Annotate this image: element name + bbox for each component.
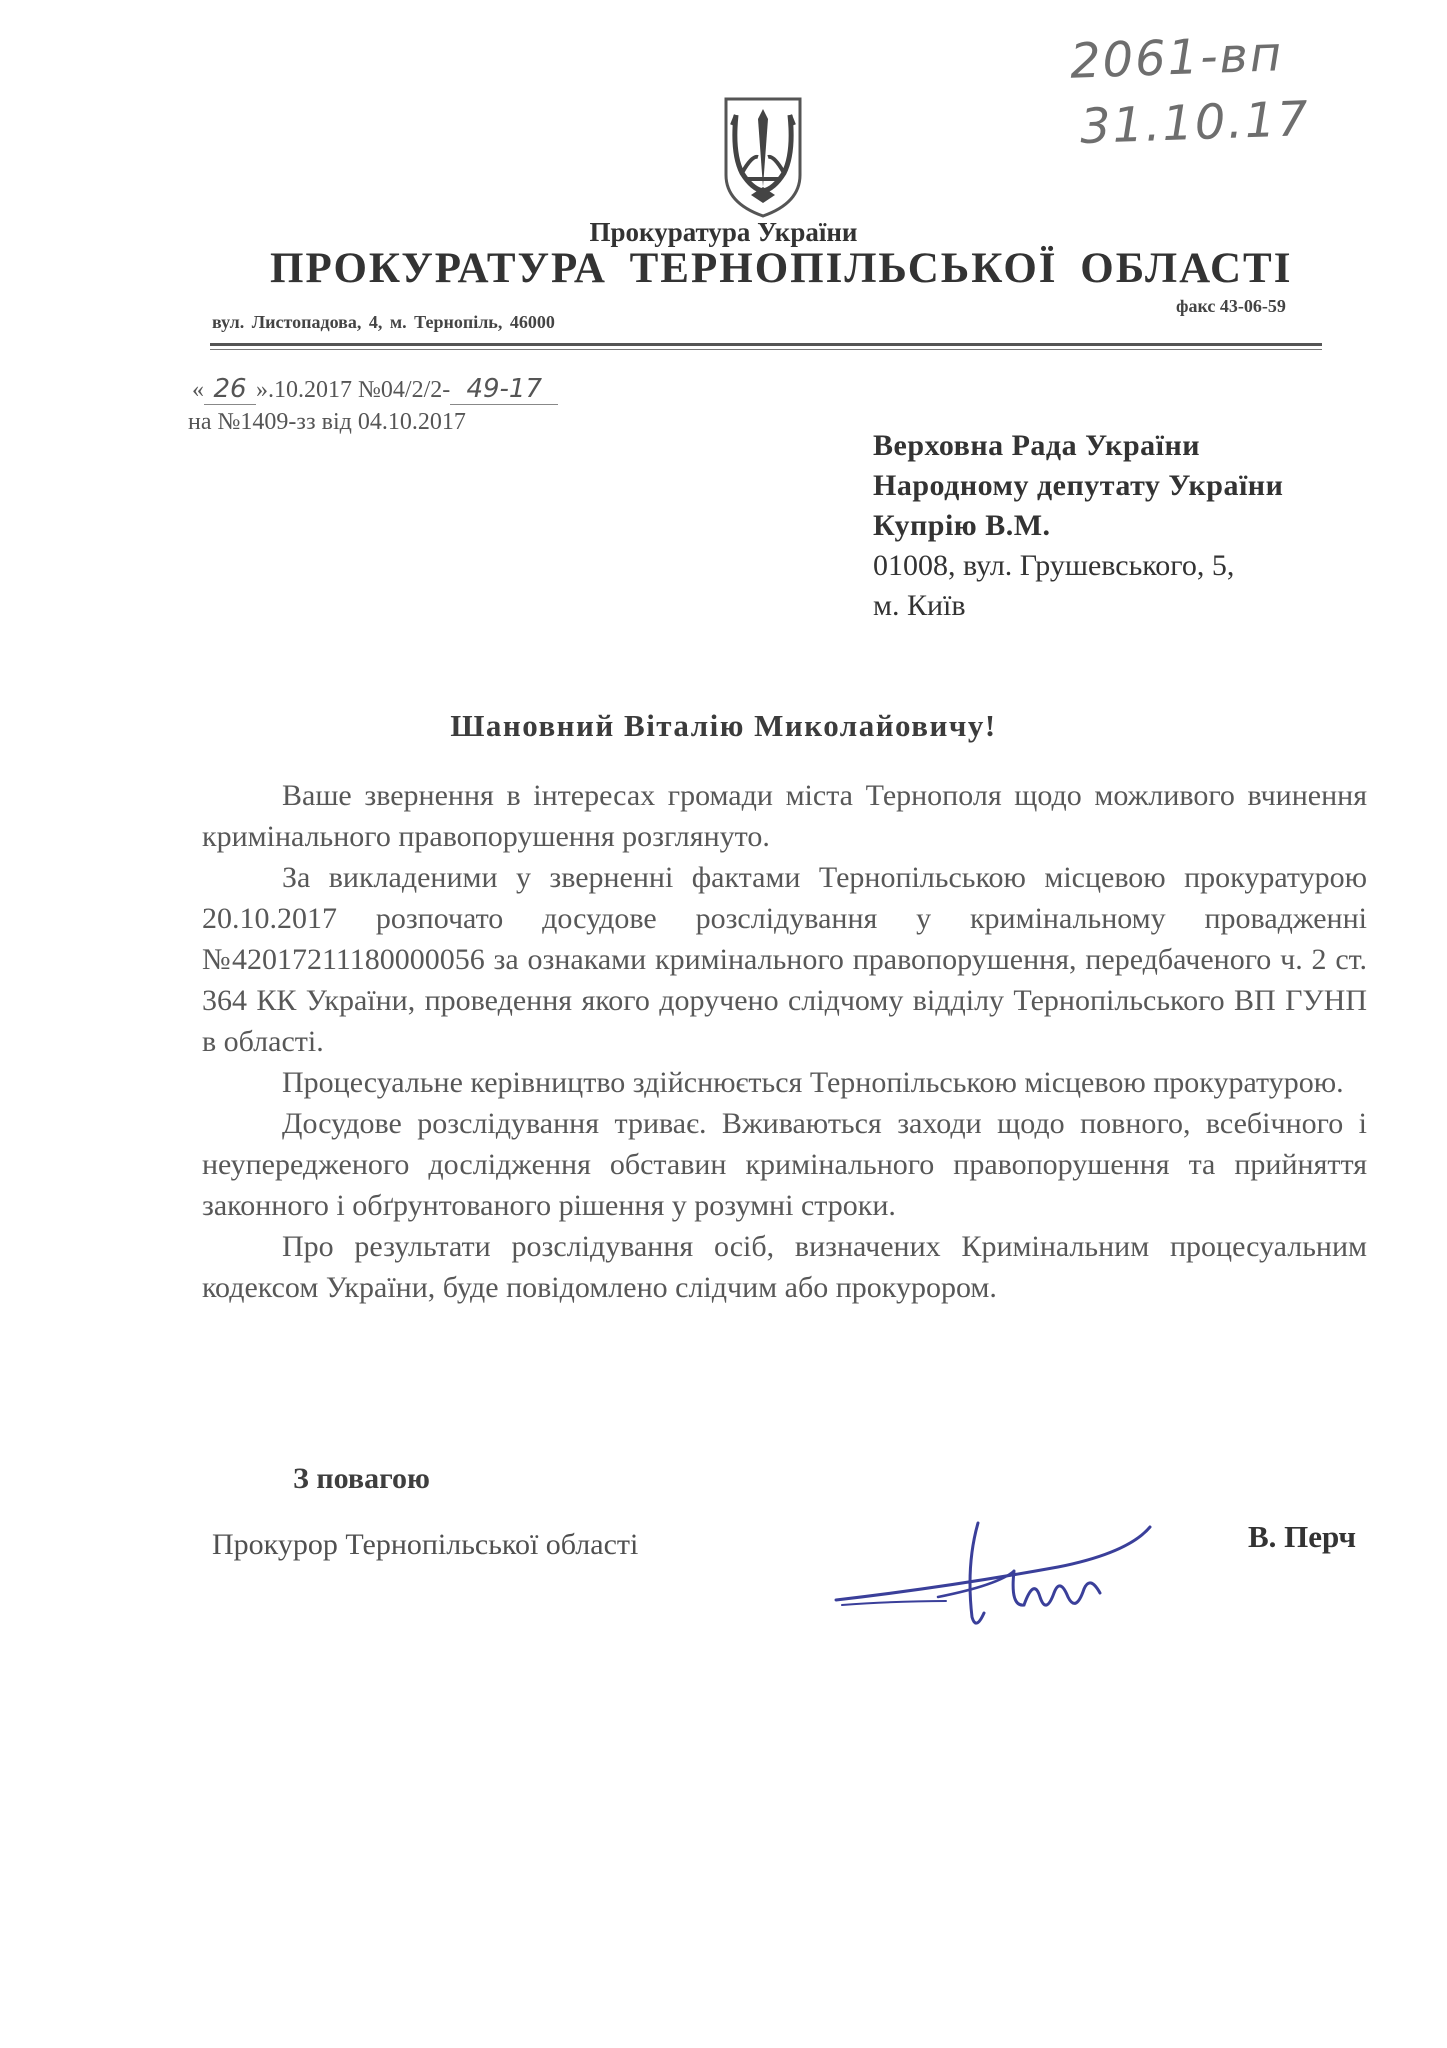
outgoing-number-line xyxy=(192,374,558,405)
salutation: Шановний Віталію Миколайовичу! xyxy=(450,708,997,743)
body-paragraph: Процесуальне керівництво здійснюється Тернопільською місцевою прокуратурою. xyxy=(282,1066,1344,1099)
header-divider-thin xyxy=(210,349,1322,350)
outgoing-day: 26 xyxy=(204,374,256,405)
recipient-line-5: м. Київ xyxy=(873,589,966,622)
reply-reference: на №1409-зз від 04.10.2017 xyxy=(188,409,466,435)
body-paragraph: Про результати розслідування осіб, визначених Кримінальним процесуальним кодексом України, буде повідомлено слідчим або прокурором. xyxy=(202,1230,1367,1304)
parent-organization: Прокуратура України xyxy=(589,217,858,247)
recipient-line-3: Купрію В.М. xyxy=(873,509,1051,542)
handwritten-registration-number: 2061-вп xyxy=(1069,26,1285,90)
signer-title: Прокурор Тернопільської області xyxy=(212,1528,639,1561)
signature-icon xyxy=(828,1505,1158,1635)
body-paragraph: Досудове розслідування триває. Вживаються заходи щодо повного, всебічного і неупередженого дослідження обставин кримінального правопорушення та прийняття законного і обґрунтованого рішення у розумні строки. xyxy=(202,1107,1367,1222)
outgoing-number: 49-17 xyxy=(450,374,558,405)
body-paragraph: За викладеними у зверненні фактами Тернопільською місцевою прокуратурою 20.10.2017 розпочато досудове розслідування у кримінальному провадженні №42017211180000056 за ознаками кримінального правопорушення, передбаченого ч. 2 ст. 364 КК України, проведення якого доручено слідчому відділу Тернопільського ВП ГУНП в області. xyxy=(202,861,1367,1058)
header-divider xyxy=(210,343,1322,346)
office-fax: факс 43-06-59 xyxy=(1176,296,1286,316)
outgoing-quote-open: « xyxy=(192,377,204,403)
letter-body xyxy=(202,775,1367,1308)
outgoing-date-suffix: ».10.2017 №04/2/2- xyxy=(256,377,451,403)
trident-icon xyxy=(722,95,804,220)
recipient-line-4: 01008, вул. Грушевського, 5, xyxy=(873,549,1235,582)
signer-name: В. Перч xyxy=(1248,1519,1357,1554)
recipient-line-1: Верховна Рада України xyxy=(873,429,1201,462)
office-title: ПРОКУРАТУРА ТЕРНОПІЛЬСЬКОЇ ОБЛАСТІ xyxy=(270,245,1293,292)
recipient-line-2: Народному депутату України xyxy=(873,469,1284,502)
body-paragraph: Ваше звернення в інтересах громади міста Тернополя щодо можливого вчинення кримінального правопорушення розглянуто. xyxy=(202,779,1367,853)
handwritten-registration-date: 31.10.17 xyxy=(1079,91,1311,155)
office-address: вул. Листопадова, 4, м. Тернопіль, 46000 xyxy=(212,312,555,332)
closing: З повагою xyxy=(293,1462,430,1495)
